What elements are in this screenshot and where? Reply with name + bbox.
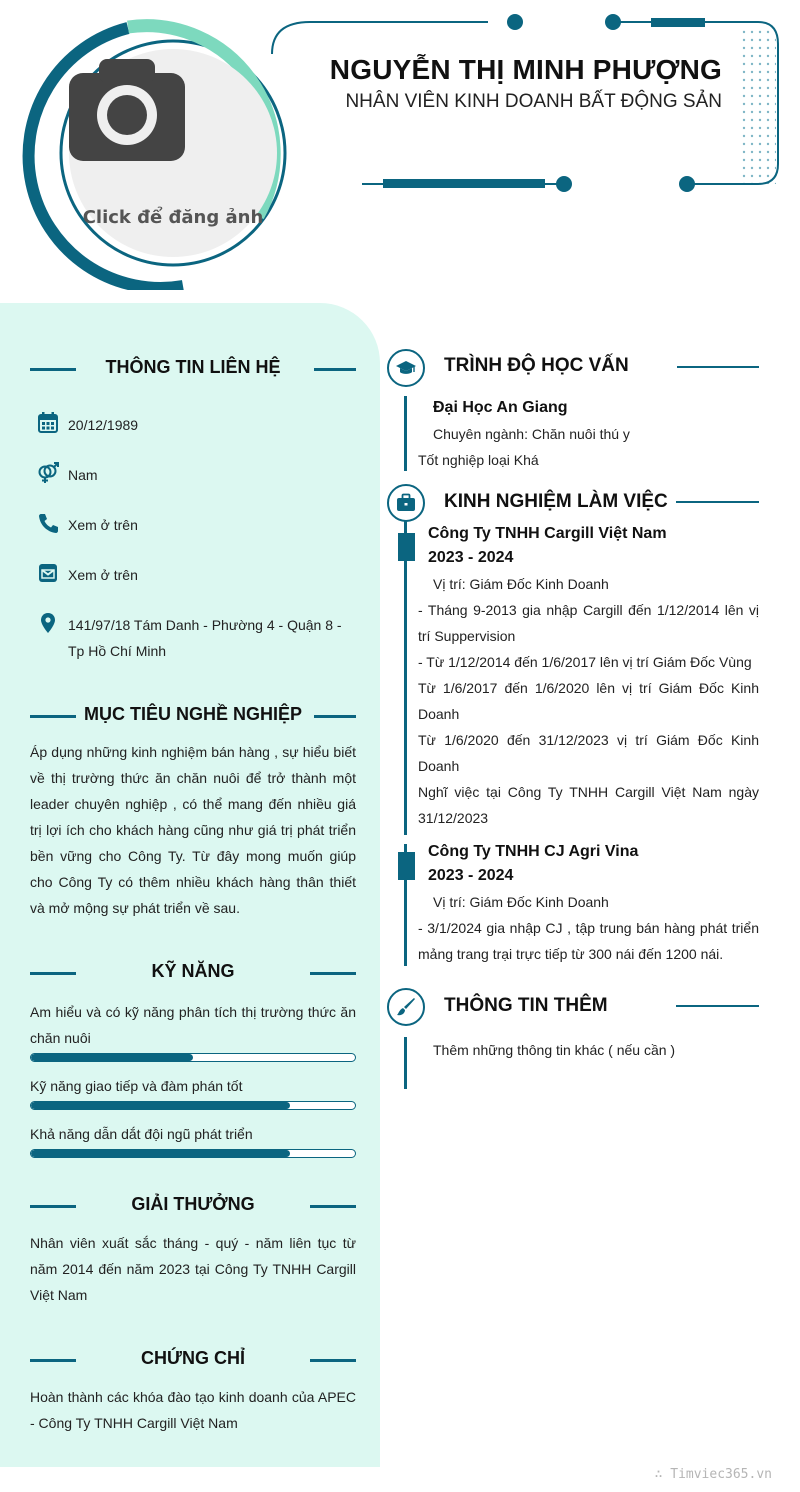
skill-level-bar [30, 1101, 356, 1110]
extra-text: Thêm những thông tin khác ( nếu cần ) [433, 1042, 676, 1058]
job-detail: Nghĩ việc tại Công Ty TNHH Cargill Việt Nam ngày 31/12/2023 [418, 784, 759, 826]
contact-gender-text: Nam [68, 467, 98, 483]
paintbrush-icon [396, 997, 416, 1017]
objective-section-header [30, 704, 356, 728]
skill-level-fill [31, 1102, 290, 1109]
job-company: Công Ty TNHH Cargill Việt Nam [428, 525, 667, 542]
location-icon [36, 612, 60, 634]
timeline-line [404, 1037, 407, 1089]
education-grade: Tốt nghiệp loại Khá [418, 452, 539, 468]
watermark: ∴ Timviec365.vn [654, 1467, 772, 1482]
job-detail: - 3/1/2024 gia nhập CJ , tập trung bán hàng phát triển mảng trang trại trực tiếp từ 300 nái đến 1200 nái. [418, 920, 759, 962]
job-position: Vị trí: Giám Đốc Kinh Doanh [433, 894, 609, 910]
certificates-section-title: CHỨNG CHỈ [141, 1348, 245, 1368]
job-detail: - Tháng 9-2013 gia nhập Cargill đến 1/12/2014 lên vị trí Suppervision [418, 602, 759, 644]
skill-name: Kỹ năng giao tiếp và đàm phán tốt [30, 1078, 243, 1094]
divider [676, 501, 759, 503]
experience-section-title: KINH NGHIỆM LÀM VIỆC [444, 491, 668, 512]
experience-section-icon [387, 484, 425, 522]
job-period: 2023 - 2024 [428, 549, 514, 566]
contact-section-title: THÔNG TIN LIÊN HỆ [105, 357, 281, 377]
graduation-cap-icon [396, 358, 416, 378]
education-section-title: TRÌNH ĐỘ HỌC VẤN [444, 355, 629, 376]
timeline-marker [398, 533, 415, 561]
skill-level-bar [30, 1149, 356, 1158]
education-school: Đại Học An Giang [433, 399, 568, 416]
timeline-marker [398, 852, 415, 880]
divider [676, 1005, 759, 1007]
contact-address-line1: 141/97/18 Tám Danh - Phường 4 - Quận 8 - [68, 617, 342, 633]
job-period: 2023 - 2024 [428, 867, 514, 884]
phone-icon [36, 512, 60, 534]
camera-icon [69, 49, 185, 161]
certificates-text: Hoàn thành các khóa đào tạo kinh doanh của APEC - Công Ty TNHH Cargill Việt Nam [30, 1389, 356, 1431]
job-detail: - Từ 1/12/2014 đến 1/6/2017 lên vị trí Giám Đốc Vùng [418, 654, 752, 670]
skills-section-title: KỸ NĂNG [151, 961, 235, 981]
contact-birthdate-text: 20/12/1989 [68, 417, 139, 433]
objective-text: Áp dụng những kinh nghiệm bán hàng , sự hiểu biết về thị trường thức ăn chăn nuôi để trở thành một leader chuyên nghiệp , có thể mang đến nhiều giá trị lợi ích cho khách hàng cũng như giá trị phát triển bền vững cho Công Ty. Từ đây mong muốn giúp cho Công Ty có thêm nhiều khách hàng thân thiết và mở mộng sự phát triển về sau. [30, 744, 356, 916]
briefcase-icon [396, 493, 416, 513]
extra-section-title: THÔNG TIN THÊM [444, 995, 608, 1016]
email-icon [36, 562, 60, 584]
job-detail: Từ 1/6/2017 đến 1/6/2020 lên vị trí Giám Đốc Kinh Doanh [418, 680, 759, 722]
job-company: Công Ty TNHH CJ Agri Vina [428, 843, 639, 860]
job-position: Vị trí: Giám Đốc Kinh Doanh [433, 576, 609, 592]
skill-level-fill [31, 1150, 290, 1157]
extra-section-icon [387, 988, 425, 1026]
timeline-line [404, 396, 407, 471]
education-major: Chuyên ngành: Chăn nuôi thú y [433, 426, 630, 442]
objective-section-title: MỤC TIÊU NGHỀ NGHIỆP [83, 704, 302, 724]
photo-upload[interactable] [69, 49, 277, 257]
contact-section-header [30, 357, 356, 381]
awards-section-title: GIẢI THƯỞNG [131, 1194, 255, 1214]
awards-section-header [30, 1194, 356, 1218]
education-section-icon [387, 349, 425, 387]
skill-name: Khả năng dẫn dắt đội ngũ phát triển [30, 1126, 253, 1142]
certificates-section-header [30, 1348, 356, 1372]
contact-email-text: Xem ở trên [68, 567, 138, 583]
photo-upload-label: Click để đăng ảnh [82, 207, 264, 228]
skills-section-header [30, 961, 356, 985]
candidate-job-title: NHÂN VIÊN KINH DOANH BẤT ĐỘNG SẢN [345, 91, 722, 112]
timeline-line [404, 520, 407, 835]
calendar-icon [36, 412, 60, 434]
gender-icon [36, 462, 60, 484]
skill-level-fill [31, 1054, 193, 1061]
skill-level-bar [30, 1053, 356, 1062]
skill-name: Am hiểu và có kỹ năng phân tích thị trường thức ăn chăn nuôi [30, 1004, 356, 1046]
contact-phone-text: Xem ở trên [68, 517, 138, 533]
divider [677, 366, 759, 368]
avatar-frame [18, 18, 288, 290]
contact-address-line2: Tp Hồ Chí Minh [68, 643, 167, 659]
awards-text: Nhân viên xuất sắc tháng - quý - năm liên tục từ năm 2014 đến năm 2023 tại Công Ty TNHH Cargill Việt Nam [30, 1235, 356, 1303]
candidate-name: NGUYỄN THỊ MINH PHƯỢNG [329, 54, 722, 85]
job-detail: Từ 1/6/2020 đến 31/12/2023 vị trí Giám Đốc Kinh Doanh [418, 732, 759, 774]
